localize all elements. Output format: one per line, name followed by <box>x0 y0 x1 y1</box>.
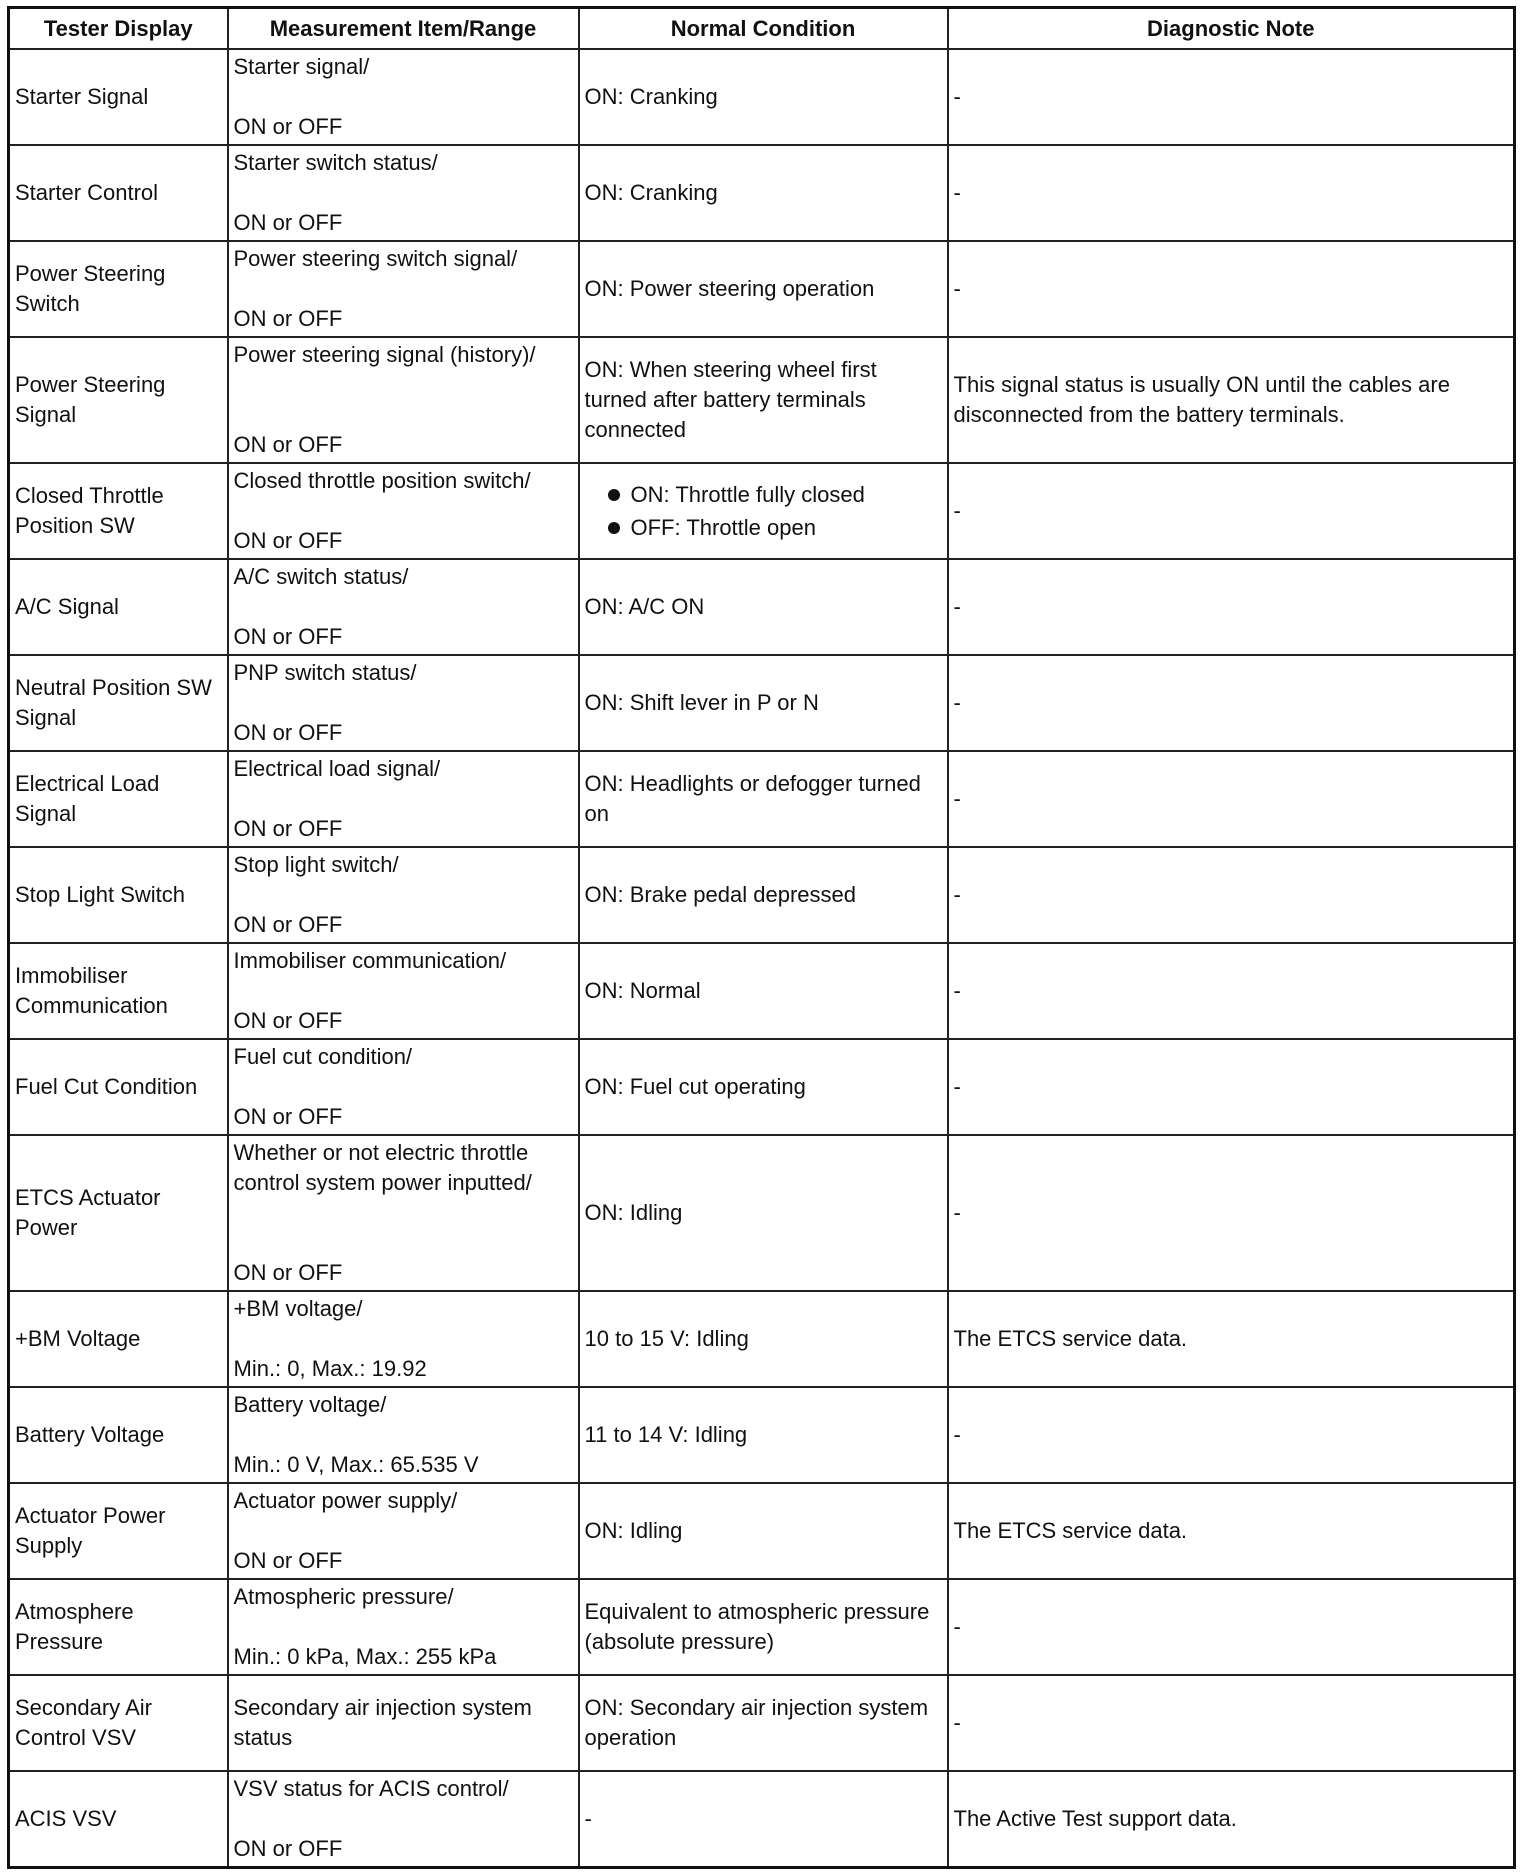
normal-condition-cell: ON: Idling <box>579 1135 948 1291</box>
normal-condition-cell: 10 to 15 V: Idling <box>579 1291 948 1387</box>
measurement-item: Power steering switch signal/ <box>233 246 518 271</box>
table-row <box>9 751 1515 847</box>
tester-display-cell: Atmosphere Pressure <box>9 1579 228 1675</box>
tester-display-cell: Starter Signal <box>9 49 228 145</box>
normal-condition-cell <box>579 463 948 559</box>
measurement-cell <box>228 847 579 943</box>
measurement-item: Closed throttle position switch/ <box>233 468 531 493</box>
tester-display-cell: +BM Voltage <box>9 1291 228 1387</box>
measurement-range: Min.: 0, Max.: 19.92 <box>233 1356 427 1381</box>
measurement-item: Whether or not electric throttle control system power inputted/ <box>233 1140 532 1195</box>
measurement-item: Battery voltage/ <box>233 1392 387 1417</box>
diagnostic-note-cell: - <box>948 1387 1515 1483</box>
diagnostic-note-cell: - <box>948 655 1515 751</box>
table-row <box>9 337 1515 463</box>
measurement-range: ON or OFF <box>233 528 343 553</box>
measurement-cell <box>228 1135 579 1291</box>
measurement-range: ON or OFF <box>233 432 343 457</box>
normal-condition-list <box>585 478 942 544</box>
measurement-item: A/C switch status/ <box>233 564 409 589</box>
list-item: ON: Throttle fully closed <box>585 478 942 511</box>
measurement-cell <box>228 1039 579 1135</box>
measurement-item: Fuel cut condition/ <box>233 1044 413 1069</box>
measurement-range: ON or OFF <box>233 1260 343 1285</box>
data-list-table <box>7 6 1516 1869</box>
tester-display-cell: Starter Control <box>9 145 228 241</box>
table-row <box>9 463 1515 559</box>
tester-display-cell: Stop Light Switch <box>9 847 228 943</box>
normal-condition-cell: ON: Idling <box>579 1483 948 1579</box>
normal-condition-cell: ON: Headlights or defogger turned on <box>579 751 948 847</box>
tester-display-cell: Neutral Position SW Signal <box>9 655 228 751</box>
measurement-cell <box>228 241 579 337</box>
normal-condition-cell: ON: Cranking <box>579 145 948 241</box>
diagnostic-note-cell: - <box>948 847 1515 943</box>
measurement-range: ON or OFF <box>233 210 343 235</box>
tester-display-cell: Closed Throttle Position SW <box>9 463 228 559</box>
diagnostic-note-cell: The Active Test support data. <box>948 1771 1515 1868</box>
table-row <box>9 1387 1515 1483</box>
measurement-cell <box>228 337 579 463</box>
tester-display-cell: ACIS VSV <box>9 1771 228 1868</box>
diagnostic-note-cell: - <box>948 145 1515 241</box>
diagnostic-note-cell: - <box>948 943 1515 1039</box>
tester-display-cell: A/C Signal <box>9 559 228 655</box>
tester-display-cell: ETCS Actuator Power <box>9 1135 228 1291</box>
normal-condition-cell: ON: Secondary air injection system operation <box>579 1675 948 1771</box>
diagnostic-note-cell: - <box>948 463 1515 559</box>
normal-condition-cell: 11 to 14 V: Idling <box>579 1387 948 1483</box>
measurement-cell: Secondary air injection system status <box>228 1675 579 1771</box>
measurement-range: ON or OFF <box>233 912 343 937</box>
normal-condition-cell: ON: Normal <box>579 943 948 1039</box>
normal-condition-cell: ON: Cranking <box>579 49 948 145</box>
measurement-range: Min.: 0 kPa, Max.: 255 kPa <box>233 1644 497 1669</box>
diagnostic-note-cell: - <box>948 751 1515 847</box>
header-diagnostic-note: Diagnostic Note <box>948 8 1515 50</box>
table-row <box>9 1483 1515 1579</box>
measurement-cell <box>228 463 579 559</box>
measurement-range: ON or OFF <box>233 1104 343 1129</box>
normal-condition-cell: Equivalent to atmospheric pressure (absolute pressure) <box>579 1579 948 1675</box>
measurement-item: Starter signal/ <box>233 54 370 79</box>
measurement-item: Immobiliser communication/ <box>233 948 507 973</box>
measurement-cell <box>228 1771 579 1868</box>
tester-display-cell: Power Steering Signal <box>9 337 228 463</box>
measurement-cell <box>228 1291 579 1387</box>
header-measurement-item: Measurement Item/Range <box>228 8 579 50</box>
measurement-cell <box>228 1387 579 1483</box>
measurement-item: Starter switch status/ <box>233 150 438 175</box>
measurement-range: ON or OFF <box>233 624 343 649</box>
normal-condition-cell: - <box>579 1771 948 1868</box>
measurement-range: ON or OFF <box>233 1008 343 1033</box>
measurement-item: Stop light switch/ <box>233 852 399 877</box>
measurement-range: ON or OFF <box>233 1836 343 1861</box>
table-row <box>9 49 1515 145</box>
diagnostic-note-cell: - <box>948 1135 1515 1291</box>
tester-display-cell: Electrical Load Signal <box>9 751 228 847</box>
tester-display-cell: Power Steering Switch <box>9 241 228 337</box>
header-row <box>9 8 1515 50</box>
measurement-cell <box>228 559 579 655</box>
page <box>7 6 1513 1869</box>
measurement-item: PNP switch status/ <box>233 660 417 685</box>
measurement-item: +BM voltage/ <box>233 1296 363 1321</box>
measurement-item: Electrical load signal/ <box>233 756 441 781</box>
measurement-item: Power steering signal (history)/ <box>233 342 536 367</box>
table-row <box>9 559 1515 655</box>
table-row <box>9 241 1515 337</box>
table-row <box>9 1579 1515 1675</box>
diagnostic-note-cell: - <box>948 1579 1515 1675</box>
normal-condition-cell: ON: A/C ON <box>579 559 948 655</box>
measurement-range: ON or OFF <box>233 816 343 841</box>
diagnostic-note-cell: - <box>948 49 1515 145</box>
table-row <box>9 655 1515 751</box>
table-row <box>9 1291 1515 1387</box>
header-normal-condition: Normal Condition <box>579 8 948 50</box>
diagnostic-note-cell: - <box>948 1675 1515 1771</box>
table-row <box>9 1135 1515 1291</box>
normal-condition-cell: ON: Brake pedal depressed <box>579 847 948 943</box>
measurement-item: Atmospheric pressure/ <box>233 1584 454 1609</box>
measurement-cell <box>228 1579 579 1675</box>
table-row <box>9 943 1515 1039</box>
measurement-cell <box>228 1483 579 1579</box>
diagnostic-note-cell: The ETCS service data. <box>948 1291 1515 1387</box>
tester-display-cell: Battery Voltage <box>9 1387 228 1483</box>
diagnostic-note-cell: - <box>948 241 1515 337</box>
measurement-range: ON or OFF <box>233 720 343 745</box>
table-row <box>9 1675 1515 1771</box>
measurement-range: ON or OFF <box>233 114 343 139</box>
normal-condition-cell: ON: When steering wheel first turned after battery terminals connected <box>579 337 948 463</box>
measurement-cell <box>228 49 579 145</box>
table-row <box>9 847 1515 943</box>
measurement-cell <box>228 943 579 1039</box>
tester-display-cell: Fuel Cut Condition <box>9 1039 228 1135</box>
measurement-item: VSV status for ACIS control/ <box>233 1776 509 1801</box>
diagnostic-note-cell: - <box>948 1039 1515 1135</box>
measurement-range: Min.: 0 V, Max.: 65.535 V <box>233 1452 479 1477</box>
measurement-cell <box>228 145 579 241</box>
header-tester-display: Tester Display <box>9 8 228 50</box>
measurement-cell <box>228 751 579 847</box>
table-row <box>9 1039 1515 1135</box>
measurement-item: Actuator power supply/ <box>233 1488 458 1513</box>
tester-display-cell: Secondary Air Control VSV <box>9 1675 228 1771</box>
normal-condition-cell: ON: Shift lever in P or N <box>579 655 948 751</box>
normal-condition-cell: ON: Power steering operation <box>579 241 948 337</box>
normal-condition-cell: ON: Fuel cut operating <box>579 1039 948 1135</box>
list-item: OFF: Throttle open <box>585 511 942 544</box>
measurement-range: ON or OFF <box>233 1548 343 1573</box>
tester-display-cell: Immobiliser Communication <box>9 943 228 1039</box>
measurement-cell <box>228 655 579 751</box>
measurement-range: ON or OFF <box>233 306 343 331</box>
diagnostic-note-cell: This signal status is usually ON until the cables are disconnected from the battery terminals. <box>948 337 1515 463</box>
tester-display-cell: Actuator Power Supply <box>9 1483 228 1579</box>
table-row <box>9 145 1515 241</box>
diagnostic-note-cell: - <box>948 559 1515 655</box>
table-row <box>9 1771 1515 1868</box>
diagnostic-note-cell: The ETCS service data. <box>948 1483 1515 1579</box>
